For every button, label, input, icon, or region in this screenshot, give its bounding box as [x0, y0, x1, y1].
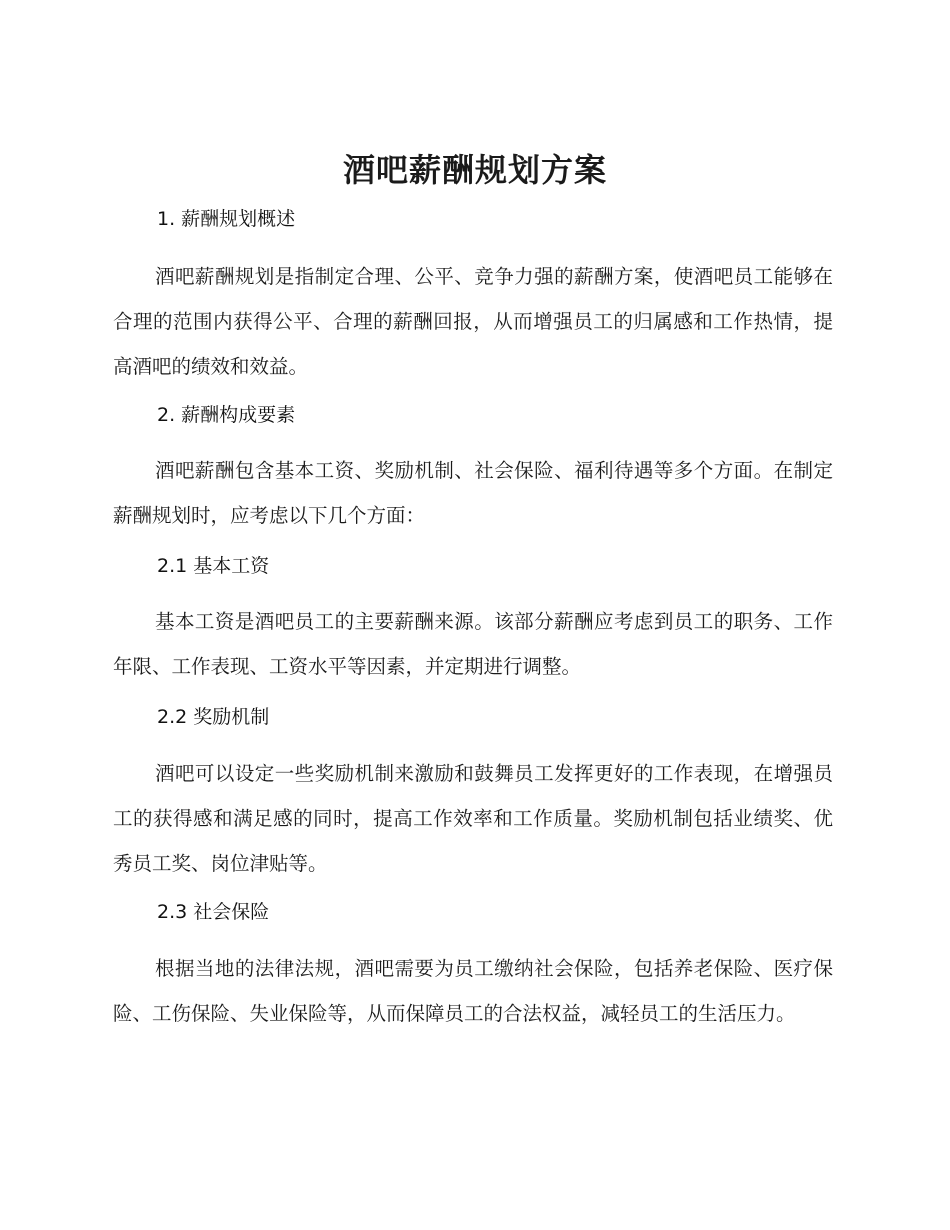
section-heading-incentives: 2.2 奖励机制 [157, 706, 270, 728]
section-paragraph-incentives: 酒吧可以设定一些奖励机制来激励和鼓舞员工发挥更好的工作表现，在增强员工的获得感和满足感的同时，提高工作效率和工作质量。奖励机制包括业绩奖、优秀员工奖、岗位津贴等。 [113, 762, 833, 875]
section-paragraph-social-insurance: 根据当地的法律法规，酒吧需要为员工缴纳社会保险，包括养老保险、医疗保险、工伤保险、失业保险等，从而保障员工的合法权益，减轻员工的生活压力。 [113, 957, 833, 1025]
section-heading-social-insurance: 2.3 社会保险 [157, 901, 270, 923]
document-title: 酒吧薪酬规划方案 [342, 151, 607, 189]
section-paragraph-base-salary: 基本工资是酒吧员工的主要薪酬来源。该部分薪酬应考虑到员工的职务、工作年限、工作表现、工资水平等因素，并定期进行调整。 [113, 610, 833, 678]
section-paragraph-overview: 酒吧薪酬规划是指制定合理、公平、竞争力强的薪酬方案，使酒吧员工能够在合理的范围内获得公平、合理的薪酬回报，从而增强员工的归属感和工作热情，提高酒吧的绩效和效益。 [113, 265, 833, 378]
section-heading-components: 2. 薪酬构成要素 [157, 404, 296, 426]
section-heading-overview: 1. 薪酬规划概述 [157, 208, 296, 230]
section-paragraph-components: 酒吧薪酬包含基本工资、奖励机制、社会保险、福利待遇等多个方面。在制定薪酬规划时，应考虑以下几个方面： [113, 459, 833, 527]
section-heading-base-salary: 2.1 基本工资 [157, 555, 270, 577]
